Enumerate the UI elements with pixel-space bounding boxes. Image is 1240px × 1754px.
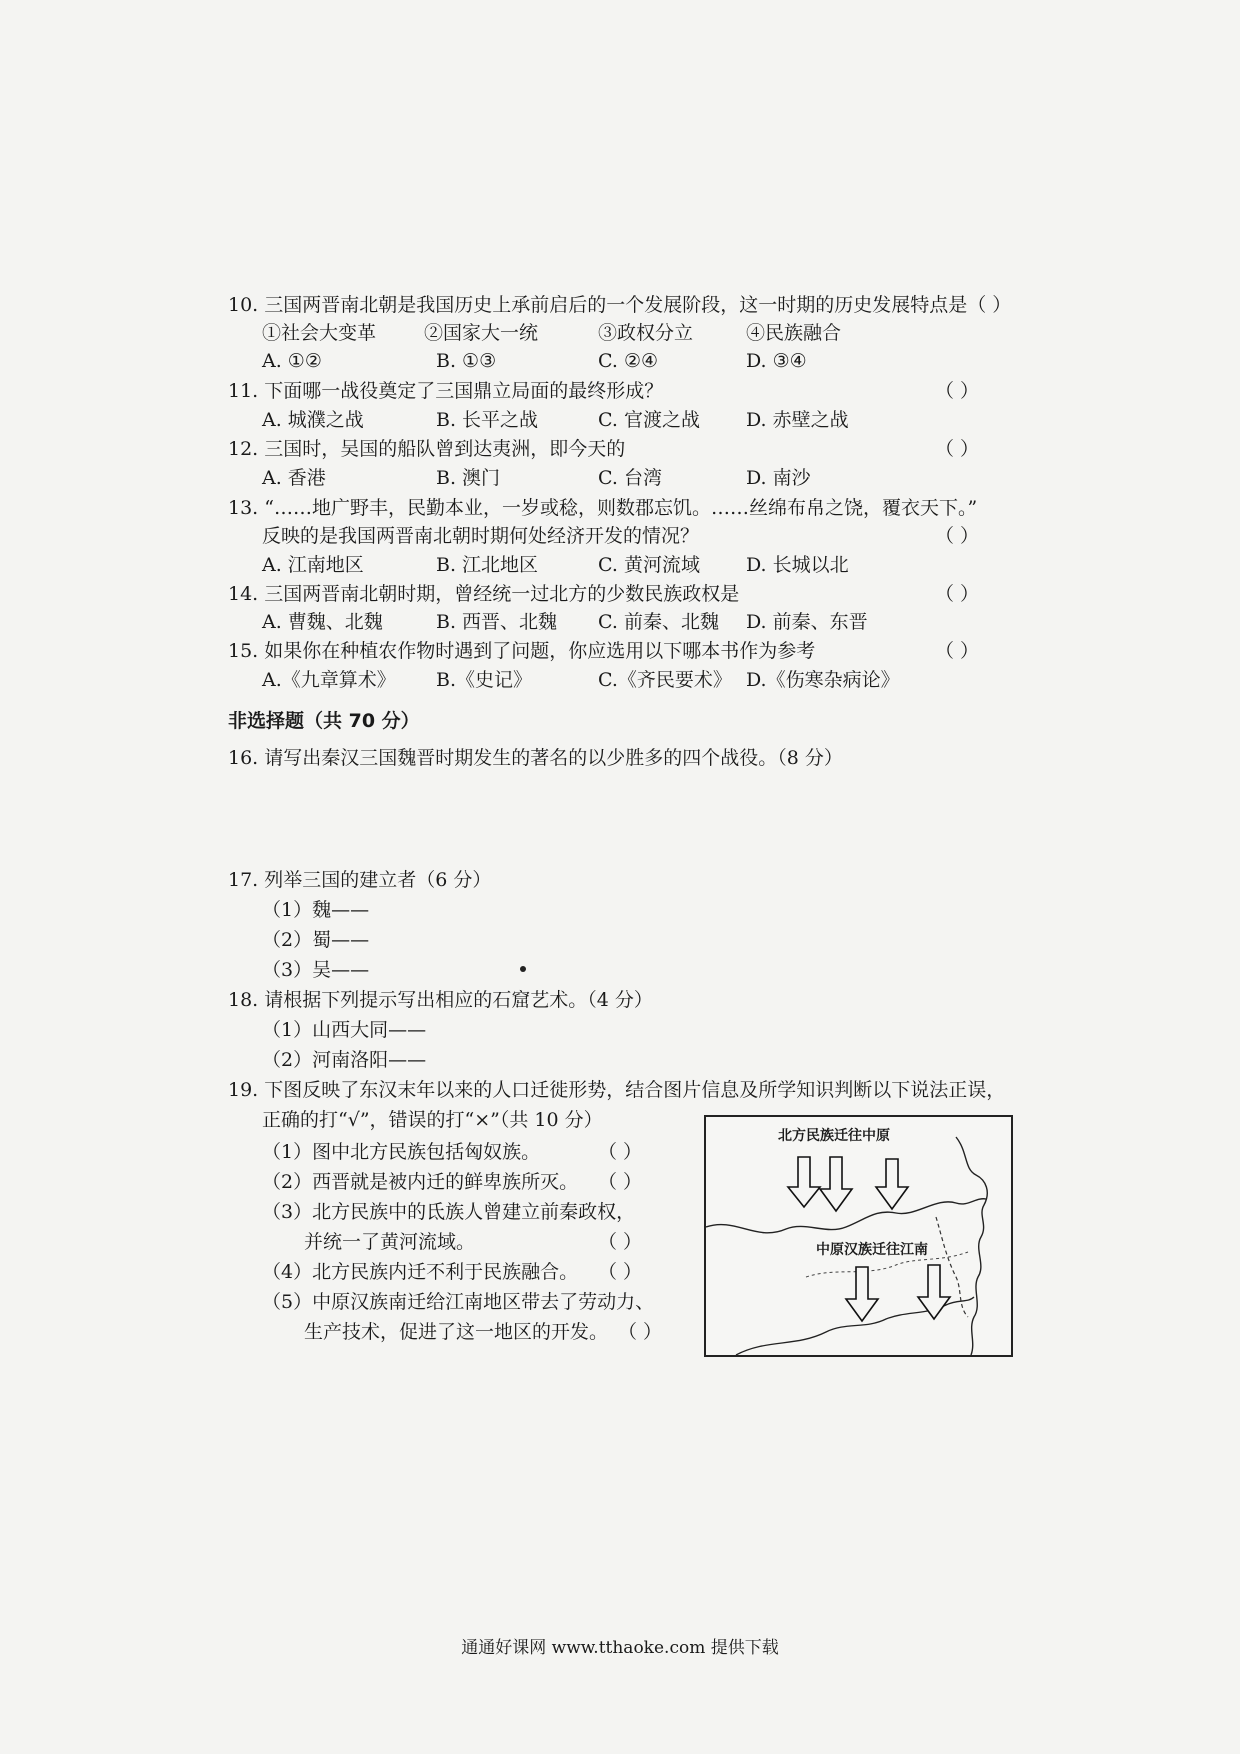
q13-answer-paren: （ ）	[935, 525, 980, 547]
map-label-north: 北方民族迁往中原	[778, 1128, 890, 1144]
north-migration-arrows	[788, 1157, 908, 1211]
q14-answer-paren: （ ）	[935, 583, 980, 605]
question-10-stem: 10. 三国两晋南北朝是我国历史上承前启后的一个发展阶段，这一时期的历史发展特点是（ ）	[228, 294, 1012, 316]
section-heading: 非选择题（共 70 分）	[228, 710, 420, 732]
q14-option-c: C. 前秦、北魏	[598, 611, 719, 633]
q12-option-c: C. 台湾	[598, 467, 662, 489]
q12-option-b: B. 澳门	[436, 467, 501, 489]
q13-option-b: B. 江北地区	[436, 554, 539, 576]
q19-paren-3: （ ）	[598, 1231, 643, 1253]
q19-paren-5: （ ）	[618, 1321, 663, 1343]
q17-item-wei: （1）魏——	[262, 899, 370, 921]
q19-statement-3: （3）北方民族中的氐族人曾建立前秦政权，	[262, 1201, 636, 1223]
question-18-stem: 18. 请根据下列提示写出相应的石窟艺术。（4 分）	[228, 989, 653, 1011]
q19-statement-4: （4）北方民族内迁不利于民族融合。	[262, 1261, 579, 1283]
q19-statement-2: （2）西晋就是被内迁的鲜卑族所灭。	[262, 1171, 579, 1193]
question-15-stem: 15. 如果你在种植农作物时遇到了问题，你应选用以下哪本书作为参考	[228, 640, 816, 662]
q10-option-b: B. ①③	[436, 350, 497, 372]
q11-option-a: A. 城濮之战	[262, 409, 364, 431]
coastline	[956, 1137, 987, 1355]
question-13-stem: 13. “……地广野丰，民勤本业，一岁或稔，则数郡忘饥。……丝绵布帛之饶，覆衣天下。”	[228, 497, 978, 519]
down-arrow-icon	[820, 1157, 852, 1211]
question-19-stem-2: 正确的打“√”，错误的打“×”（共 10 分）	[262, 1109, 603, 1131]
question-11-stem: 11. 下面哪一战役奠定了三国鼎立局面的最终形成？	[228, 380, 664, 402]
q15-option-c: C.《齐民要术》	[598, 669, 732, 691]
q10-option-a: A. ①②	[262, 350, 322, 372]
q11-option-c: C. 官渡之战	[598, 409, 700, 431]
q10-option-d: D. ③④	[746, 350, 807, 372]
q19-paren-4: （ ）	[598, 1261, 643, 1283]
q14-option-d: D. 前秦、东晋	[746, 611, 868, 633]
q14-option-b: B. 西晋、北魏	[436, 611, 558, 633]
q13-option-d: D. 长城以北	[746, 554, 849, 576]
q19-statement-5: （5）中原汉族南迁给江南地区带去了劳动力、	[262, 1291, 655, 1313]
down-arrow-icon	[846, 1267, 878, 1321]
q12-option-d: D. 南沙	[746, 467, 811, 489]
down-arrow-icon	[788, 1157, 820, 1207]
q15-option-a: A.《九章算术》	[262, 669, 396, 691]
q10-item-1: ①社会大变革	[262, 322, 377, 344]
question-13-stem-2: 反映的是我国两晋南北朝时期何处经济开发的情况？	[262, 525, 700, 547]
q13-option-a: A. 江南地区	[262, 554, 364, 576]
migration-map	[704, 1115, 1013, 1357]
q18-item-luoyang: （2）河南洛阳——	[262, 1049, 427, 1071]
q17-item-wu: （3）吴——	[262, 959, 370, 981]
q10-item-2: ②国家大一统	[424, 322, 539, 344]
south-migration-arrows	[846, 1265, 950, 1321]
q19-statement-3-cont: 并统一了黄河流域。	[304, 1231, 476, 1253]
q10-option-c: C. ②④	[598, 350, 659, 372]
q11-option-b: B. 长平之战	[436, 409, 539, 431]
map-drawing	[706, 1117, 1011, 1355]
q15-option-b: B.《史记》	[436, 669, 533, 691]
q15-option-d: D.《伤寒杂病论》	[746, 669, 900, 691]
question-17-stem: 17. 列举三国的建立者（6 分）	[228, 869, 492, 891]
question-16-stem: 16. 请写出秦汉三国魏晋时期发生的著名的以少胜多的四个战役。（8 分）	[228, 747, 843, 769]
question-14-stem: 14. 三国两晋南北朝时期，曾经统一过北方的少数民族政权是	[228, 583, 740, 605]
q10-item-4: ④民族融合	[746, 322, 842, 344]
q12-option-a: A. 香港	[262, 467, 326, 489]
ink-dot	[520, 966, 526, 972]
down-arrow-icon	[876, 1159, 908, 1209]
down-arrow-icon	[918, 1265, 950, 1319]
q13-option-c: C. 黄河流域	[598, 554, 700, 576]
q10-item-3: ③政权分立	[598, 322, 694, 344]
q11-answer-paren: （ ）	[935, 380, 980, 402]
q19-statement-5-cont: 生产技术，促进了这一地区的开发。	[304, 1321, 609, 1343]
q11-option-d: D. 赤壁之战	[746, 409, 849, 431]
page-footer: 通通好课网 www.tthaoke.com 提供下载	[461, 1638, 779, 1658]
q18-item-datong: （1）山西大同——	[262, 1019, 427, 1041]
q12-answer-paren: （ ）	[935, 438, 980, 460]
yellow-river-line	[706, 1199, 986, 1233]
q19-paren-1: （ ）	[598, 1141, 643, 1163]
question-19-stem: 19. 下图反映了东汉末年以来的人口迁徙形势，结合图片信息及所学知识判断以下说法正误，	[228, 1079, 1006, 1101]
map-label-south: 中原汉族迁往江南	[816, 1242, 928, 1258]
question-12-stem: 12. 三国时，吴国的船队曾到达夷洲，即今天的	[228, 438, 626, 460]
q15-answer-paren: （ ）	[935, 640, 980, 662]
q14-option-a: A. 曹魏、北魏	[262, 611, 383, 633]
q17-item-shu: （2）蜀——	[262, 929, 370, 951]
q19-paren-2: （ ）	[598, 1171, 643, 1193]
q19-statement-1: （1）图中北方民族包括匈奴族。	[262, 1141, 541, 1163]
